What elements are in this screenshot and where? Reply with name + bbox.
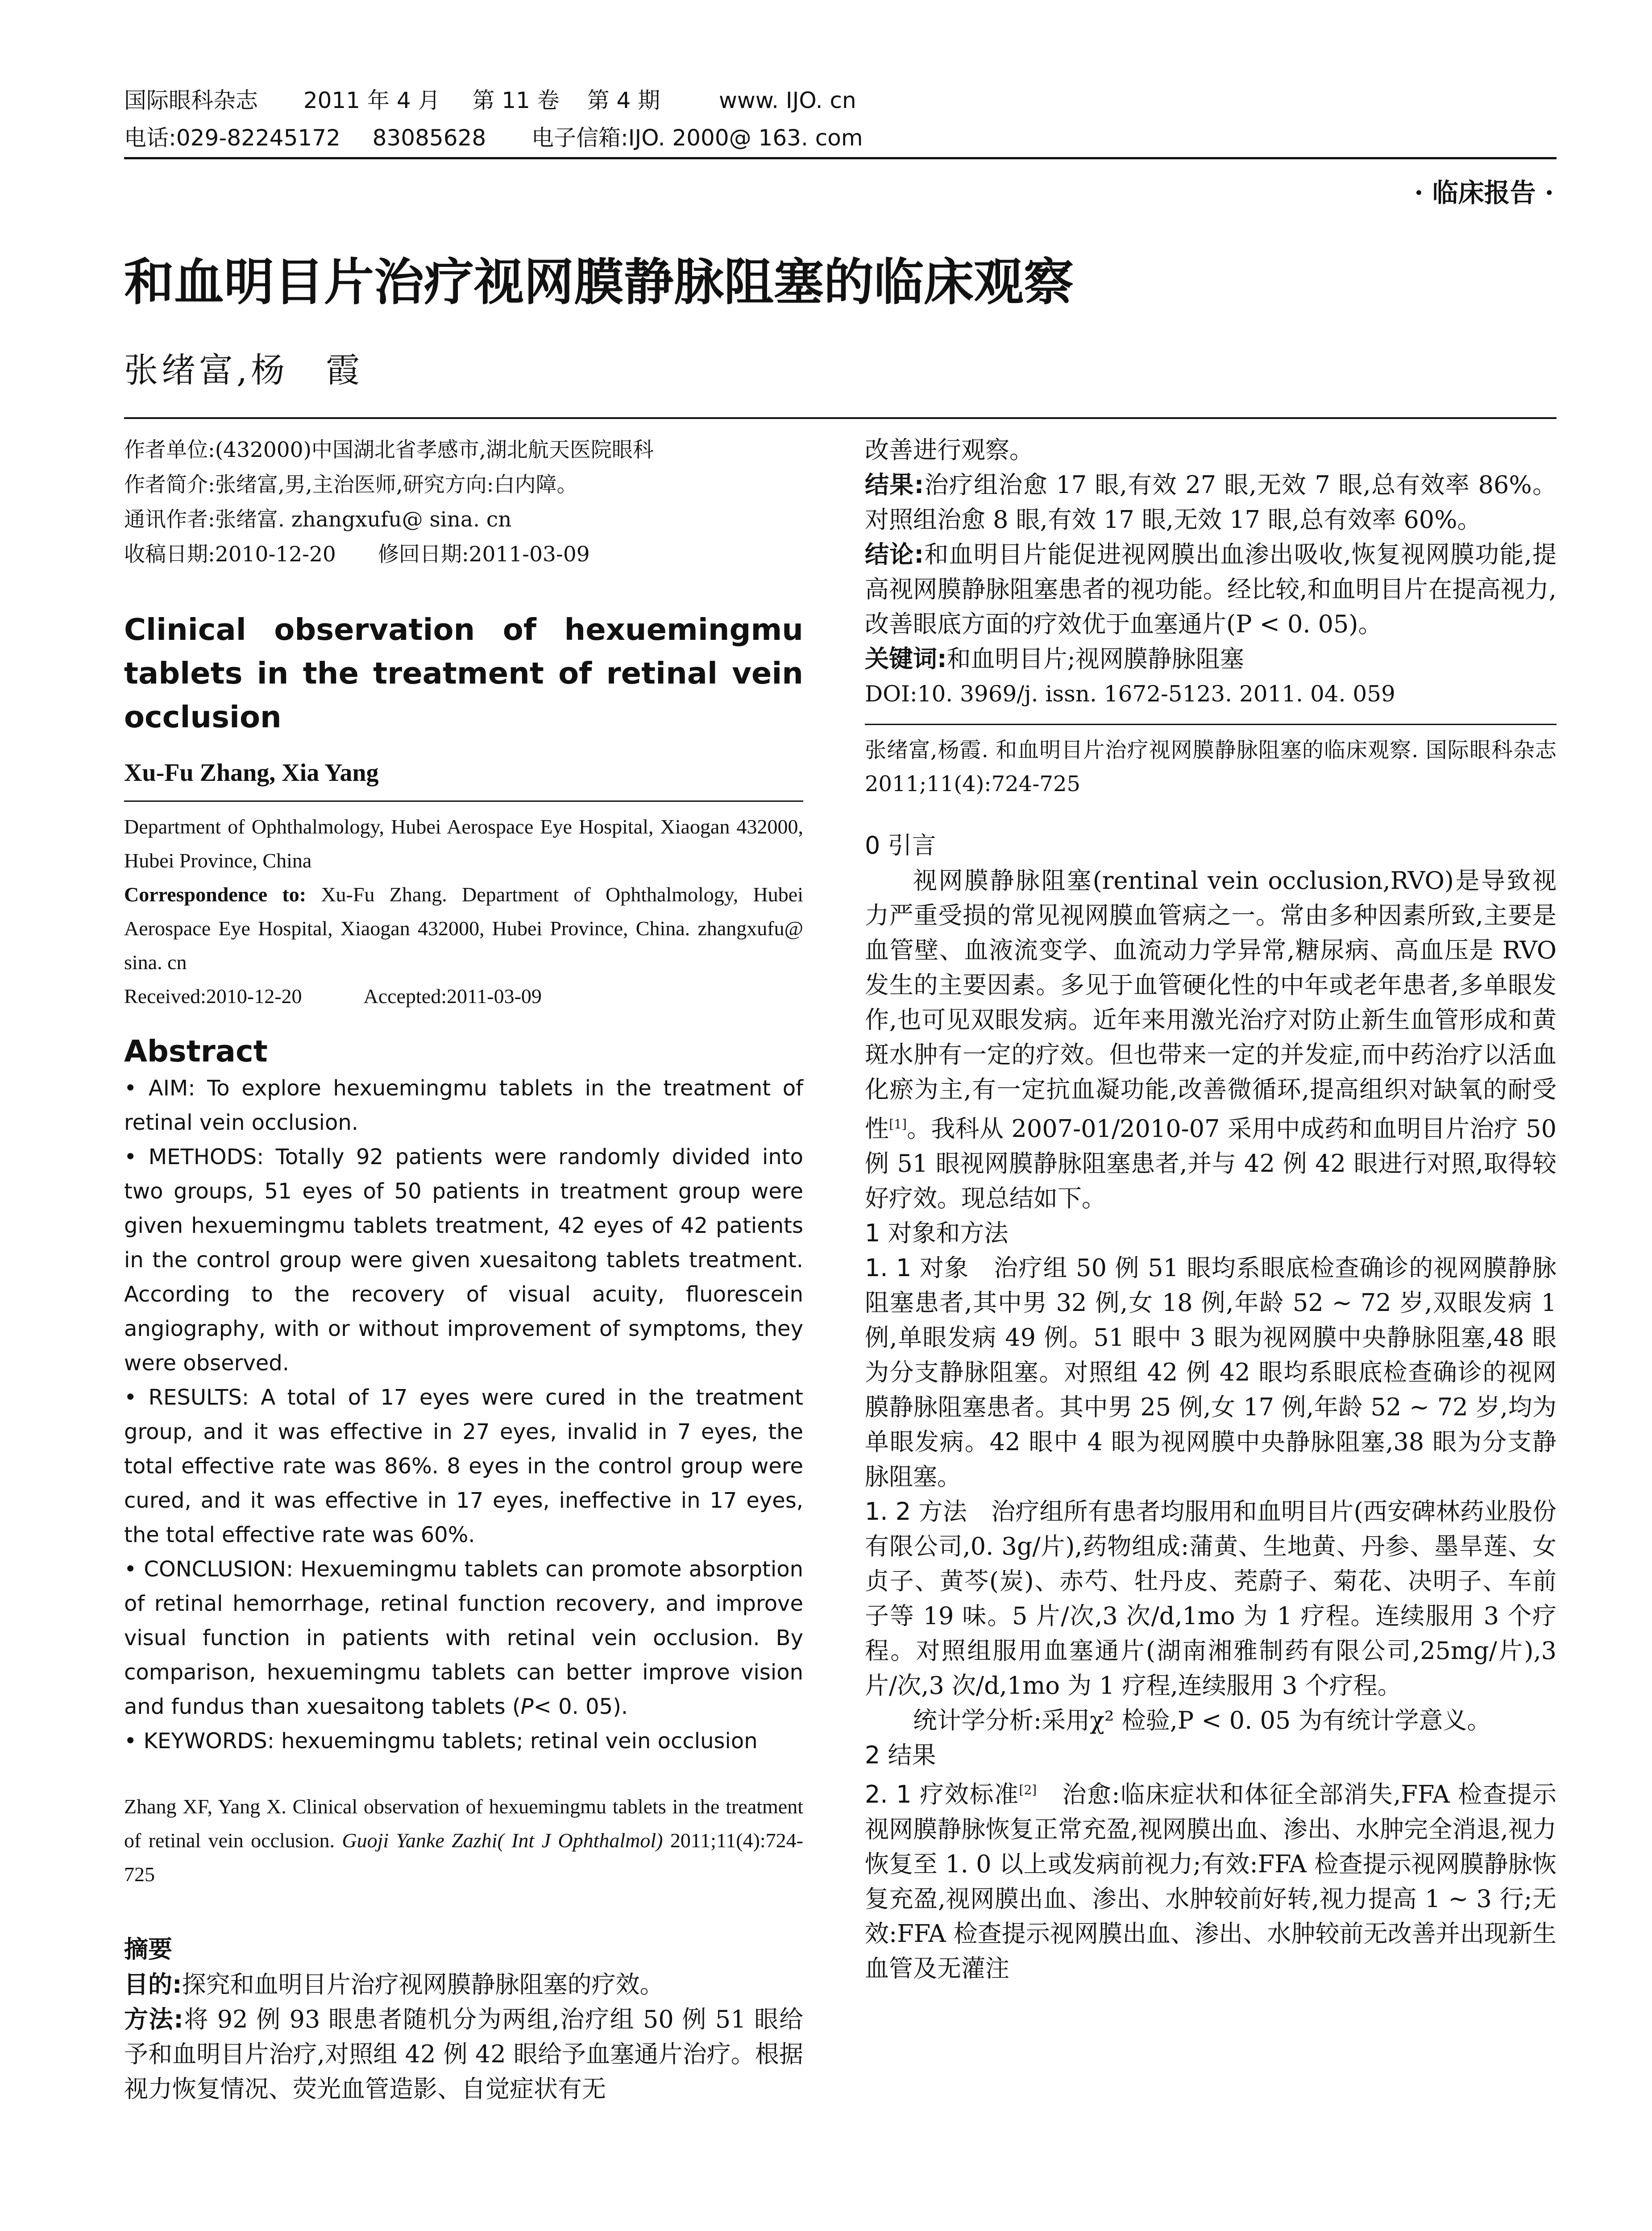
doi: DOI:10. 3969/j. issn. 1672-5123. 2011. 04. 059 [865, 681, 1395, 707]
zh-citation: 张绪富,杨霞. 和血明目片治疗视网膜静脉阻塞的临床观察. 国际眼科杂志 2011;11(4):724-725 [865, 738, 1557, 796]
zh-abstract-heading: 摘要 [124, 1935, 172, 1963]
abstract-aim: • AIM: To explore hexuemingmu tablets in the treatment of retinal vein occlusion. [124, 1076, 803, 1135]
section-label: · 临床报告 · [1414, 178, 1554, 208]
section-2-1: 2. 1 疗效标准[2] 治愈:临床症状和体征全部消失,FFA 检查提示视网膜静脉恢复正常充盈,视网膜出血、渗出、水肿完全消退,视力恢复至 1. 0 以上或发病前视力;有效:FFA 检查提示视网膜静脉恢复充盈,视网膜出血、渗出、水肿较前好转,视力提高 1 ~ 3 行;无效:FFA 检查提示视网膜出血、渗出、水肿较前无改善并出现新生血管及无灌注 [865, 1780, 1557, 1982]
journal-header-line1 [124, 85, 883, 116]
statistics: 统计学分析:采用χ² 检验,P < 0. 05 为有统计学意义。 [913, 1706, 1491, 1734]
english-abstract [124, 1071, 803, 1758]
affiliation: 作者单位:(432000)中国湖北省孝感市,湖北航天医院眼科 [124, 438, 654, 462]
title-rule [124, 417, 1557, 419]
abstract-heading: Abstract [124, 1034, 268, 1069]
zh-result: 结果:治疗组治愈 17 眼,有效 27 眼,无效 7 眼,总有效率 86%。对照组治愈 8 眼,有效 17 眼,无效 17 眼,总有效率 60%。 [865, 471, 1557, 534]
section-1-heading: 1 对象和方法 [865, 1219, 1009, 1247]
issue-date: 2011 年 4 月 [303, 87, 440, 113]
zh-method-cont: 改善进行观察。 [865, 436, 1034, 464]
section-1-2: 1. 2 方法 治疗组所有患者均服用和血明目片(西安碑林药业股份有限公司,0. 3g/片),药物组成:蒲黄、生地黄、丹参、墨旱莲、女贞子、黄芩(炭)、赤芍、牡丹皮、茺蔚子、菊花、决明子、车前子等 19 味。5 片/次,3 次/d,1mo 为 1 疗程。连续服用 3 个疗程。对照组服用血塞通片(湖南湘雅制药有限公司,25mg/片),3 片/次,3 次/d,1mo 为 1 疗程,连续服用 3 个疗程。 [865, 1497, 1557, 1700]
phone: 电话:029-82245172 [124, 125, 340, 151]
page-title: 和血明目片治疗视网膜静脉阻塞的临床观察 [124, 253, 1074, 311]
zh-aim: 目的:探究和血明目片治疗视网膜静脉阻塞的疗效。 [124, 1970, 664, 1999]
english-authors: Xu-Fu Zhang, Xia Yang [124, 759, 379, 787]
english-title: Clinical observation of hexuemingmu tablets in the treatment of retinal vein occlusion [124, 612, 803, 734]
right-column [865, 433, 1557, 1986]
volume: 第 11 卷 [472, 87, 560, 113]
zh-method: 方法:将 92 例 93 眼患者随机分为两组,治疗组 50 例 51 眼给予和血明目片治疗,对照组 42 例 42 眼给予血塞通片治疗。根据视力恢复情况、荧光血管造影、自觉症状有无 [124, 2005, 803, 2103]
section-2-heading: 2 结果 [865, 1741, 936, 1769]
abstract-methods: • METHODS: Totally 92 patients were randomly divided into two groups, 51 eyes of 50 patients in treatment group were given hexuemingmu tablets treatment, 42 eyes of 42 patients in the control group were given xuesaitong tablets treatment. According to the recovery of visual acuity, fluorescein angiography, with or without improvement of symptoms, they were observed. [124, 1145, 803, 1376]
english-dept: Department of Ophthalmology, Hubei Aerospace Eye Hospital, Xiaogan 432000, Hubei Province, China Correspondence to: Xu-Fu Zhang. Department of Ophthalmology, Hubei Aerospace Eye Hospital, Xiaogan 432000, Hubei Province, China. zhangxufu@ sina. cn Received:2010-12-20 Accepted:2011-03-09 [124, 815, 803, 1008]
author-info [124, 433, 803, 572]
english-received: Received:2010-12-20 Accepted:2011-03-09 [124, 985, 542, 1008]
intro-heading: 0 引言 [865, 831, 936, 859]
author-bio: 作者简介:张绪富,男,主治医师,研究方向:白内障。 [124, 473, 578, 497]
journal-header-line2 [124, 122, 883, 153]
english-citation: Zhang XF, Yang X. Clinical observation of hexuemingmu tablets in the treatment of retinal vein occlusion. Guoji Yanke Zazhi( Int J Ophthalmol) 2011;11(4):724-725 [124, 1795, 803, 1886]
abstract-conclusion: • CONCLUSION: Hexuemingmu tablets can promote absorption of retinal hemorrhage, retinal function recovery, and improve visual function in patients with retinal vein occlusion. By comparison, hexuemingmu tablets can better improve vision and fundus than xuesaitong tablets (P< 0. 05). [124, 1557, 803, 1719]
zh-conclusion: 结论:和血明目片能促进视网膜出血渗出吸收,恢复视网膜功能,提高视网膜静脉阻塞患者的视功能。经比较,和血明目片在提高视力,改善眼底方面的疗效优于血塞通片(P < 0. 05)。 [865, 540, 1557, 638]
abstract-results: • RESULTS: A total of 17 eyes were cured in the treatment group, and it was effective in 27 eyes, invalid in 7 eyes, the total effective rate was 86%. 8 eyes in the control group were cured, and it was effective in 17 eyes, ineffective in 17 eyes, the total effective rate was 60%. [124, 1385, 803, 1547]
right-rule [865, 724, 1557, 725]
journal-website: www. IJO. cn [719, 87, 856, 113]
email: 电子信箱:IJO. 2000@ 163. com [531, 125, 863, 151]
journal-name: 国际眼科杂志 [124, 87, 258, 113]
corresponding-author: 通讯作者:张绪富. zhangxufu@ sina. cn [124, 507, 512, 532]
zh-keywords: 关键词:和血明目片;视网膜静脉阻塞 [865, 645, 1244, 673]
received-dates: 收稿日期:2010-12-20 修回日期:2011-03-09 [124, 542, 590, 567]
abstract-keywords: • KEYWORDS: hexuemingmu tablets; retinal vein occlusion [124, 1729, 758, 1754]
en-header-rule [124, 800, 803, 802]
header-rule [124, 157, 1557, 159]
section-1-1: 1. 1 对象 治疗组 50 例 51 眼均系眼底检查确诊的视网膜静脉阻塞患者,其中男 32 例,女 18 例,年龄 52 ~ 72 岁,双眼发病 1 例,单眼发病 49 例。51 眼中 3 眼为视网膜中央静脉阻塞,48 眼为分支静脉阻塞。对照组 42 例 42 眼均系眼底检查确诊的视网膜静脉阻塞患者。其中男 25 例,女 17 例,年龄 52 ~ 72 岁,均为单眼发病。42 眼中 4 眼为视网膜中央静脉阻塞,38 眼为分支静脉阻塞。 [865, 1254, 1557, 1491]
authors: 张绪富,杨 霞 [124, 350, 364, 390]
phone2: 83085628 [372, 125, 486, 151]
issue: 第 4 期 [587, 87, 660, 113]
intro-body: 视网膜静脉阻塞(rentinal vein occlusion,RVO)是导致视力严重受损的常见视网膜血管病之一。常由多种因素所致,主要是血管壁、血液流变学、血流动力学异常,糖尿病、高血压是 RVO 发生的主要因素。多见于血管硬化性的中年或老年患者,多单眼发作,也可见双眼发病。近年来用激光治疗对防止新生血管形成和黄斑水肿有一定的疗效。但也带来一定的并发症,而中药治疗以活血化瘀为主,有一定抗血凝功能,改善微循环,提高组织对缺氧的耐受性[1]。我科从 2007-01/2010-07 采用中成药和血明目片治疗 50 例 51 眼视网膜静脉阻塞患者,并与 42 例 42 眼进行对照,取得较好疗效。现总结如下。 [865, 867, 1557, 1212]
left-column [124, 433, 803, 2107]
